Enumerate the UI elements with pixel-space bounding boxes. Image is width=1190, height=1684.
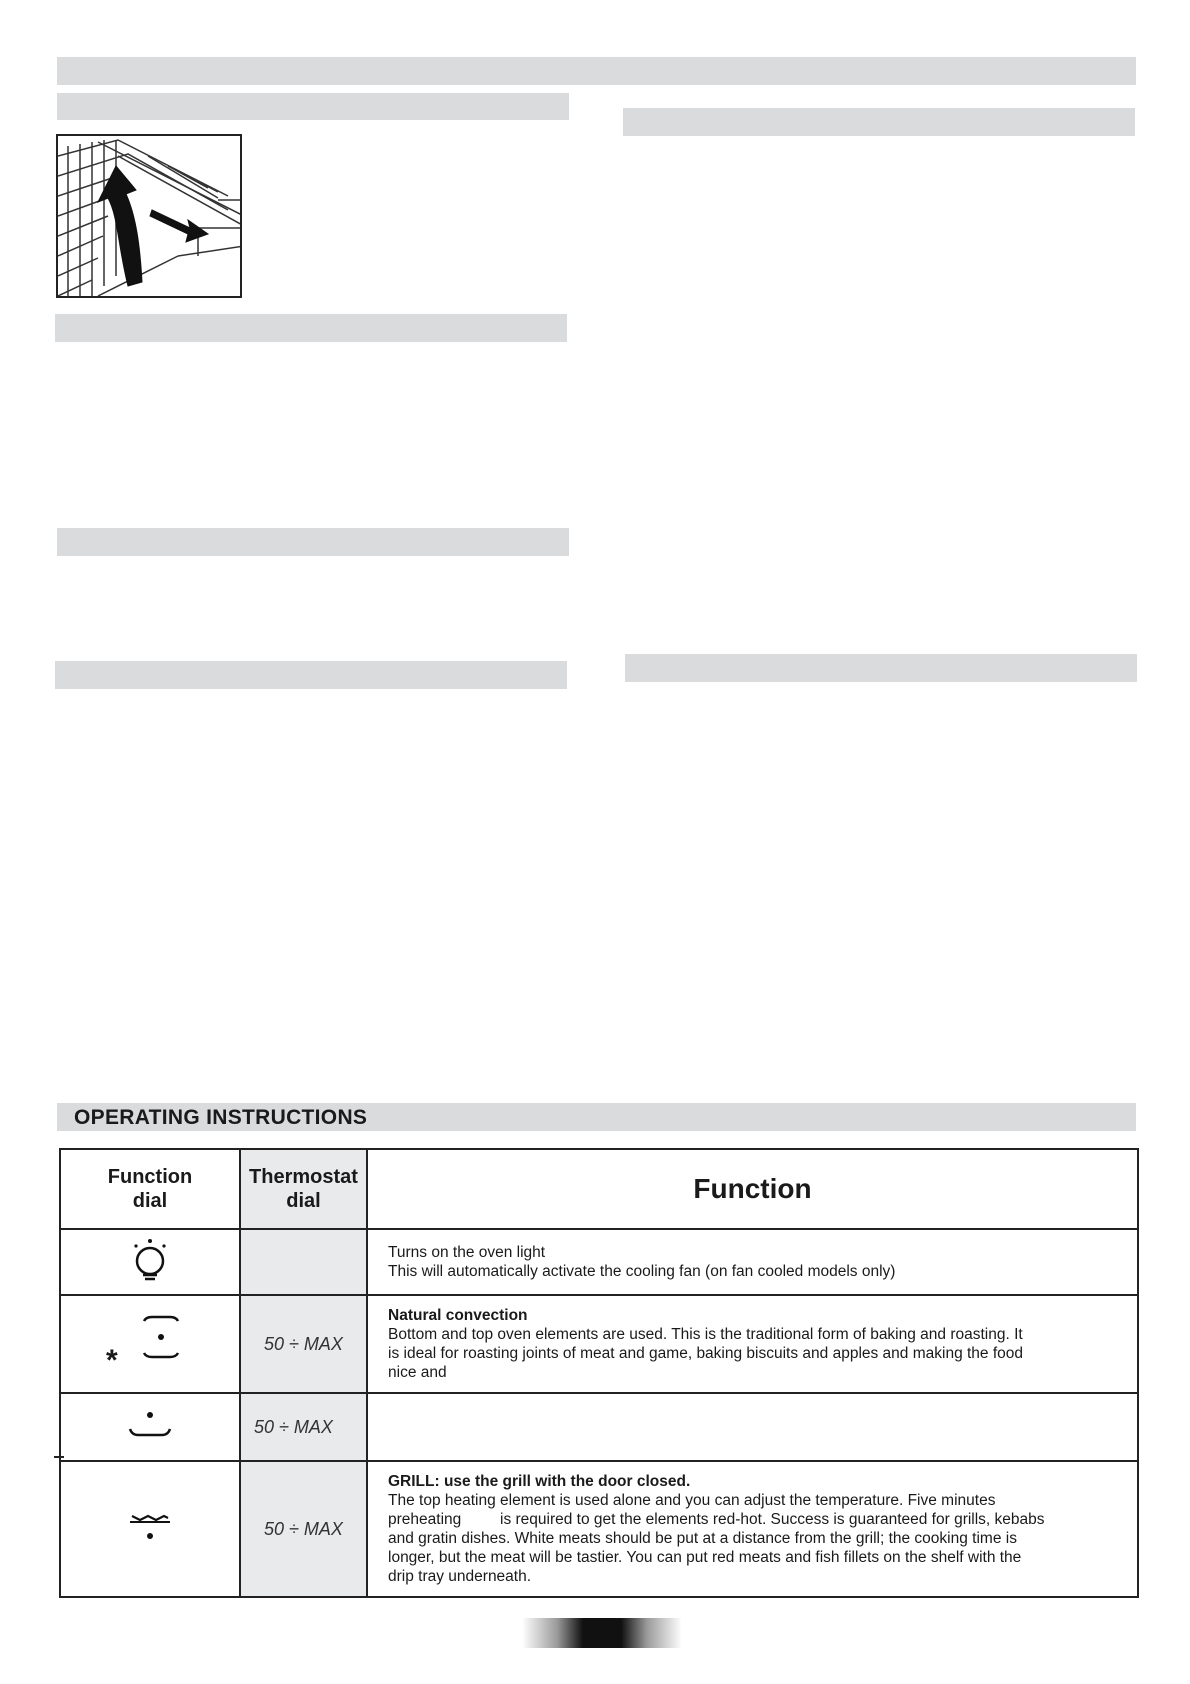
left-section-bar-4 <box>55 661 567 689</box>
description-line: drip tray underneath. <box>388 1568 532 1585</box>
header-function-dial <box>60 1149 240 1229</box>
right-section-bar-1 <box>623 108 1135 136</box>
description-line: longer, but the meat will be tastier. You can put red meats and fish fillets on the shelf with the <box>388 1549 1022 1566</box>
description-line: This will automatically activate the cooling fan (on fan cooled models only) <box>388 1263 896 1280</box>
oven-light-icon <box>130 1237 170 1283</box>
header-function-dial-line1: Function <box>107 1166 193 1188</box>
asterisk-marker: * <box>106 1344 118 1377</box>
function-description <box>367 1229 1138 1295</box>
description-title: GRILL: use the grill with the door closed. <box>388 1473 691 1490</box>
thermostat-cell: 50 ÷ MAX <box>240 1461 367 1597</box>
page-number-tab <box>522 1618 682 1648</box>
left-section-bar-3 <box>57 528 569 556</box>
description-line: and gratin dishes. White meats should be put at a distance from the grill; the cooking time is <box>388 1530 1017 1547</box>
table-header-row <box>60 1149 1138 1229</box>
operating-instructions-table <box>59 1148 1139 1598</box>
grill-icon <box>120 1502 180 1552</box>
thermostat-cell: 50 ÷ MAX <box>240 1295 367 1393</box>
header-thermostat-dial <box>240 1149 367 1229</box>
right-section-bar-2 <box>625 654 1137 682</box>
description-line: is ideal for roasting joints of meat and game, baking biscuits and apples and making the food <box>388 1345 1024 1362</box>
description-line: The top heating element is used alone and you can adjust the temperature. Five minutes <box>388 1492 996 1509</box>
header-function-dial-line2: dial <box>132 1190 168 1212</box>
left-section-bar-1 <box>57 93 569 120</box>
function-dial-cell <box>60 1393 240 1461</box>
header-thermostat-dial-line1: Thermostat <box>249 1166 358 1188</box>
top-header-bar <box>57 57 1136 85</box>
oven-rack-illustration <box>56 134 242 298</box>
thermostat-cell: 50 ÷ MAX <box>240 1393 367 1461</box>
function-dial-cell <box>60 1295 240 1393</box>
function-dial-cell <box>60 1229 240 1295</box>
left-section-bar-2 <box>55 314 567 342</box>
header-thermostat-dial-line2: dial <box>286 1190 321 1212</box>
description-line: Turns on the oven light <box>388 1244 546 1261</box>
function-description <box>367 1295 1138 1393</box>
operating-instructions-title: OPERATING INSTRUCTIONS <box>57 1103 1136 1131</box>
description-line: Bottom and top oven elements are used. This is the traditional form of baking and roasting. It <box>388 1326 1023 1343</box>
table-row <box>60 1461 1138 1597</box>
header-function: Function <box>367 1149 1138 1229</box>
function-description <box>367 1393 1138 1461</box>
row-separator-extension <box>54 1456 64 1458</box>
table-row <box>60 1295 1138 1393</box>
table-row <box>60 1393 1138 1461</box>
bottom-heat-icon <box>120 1405 180 1445</box>
description-line: nice and <box>388 1364 447 1381</box>
function-description <box>367 1461 1138 1597</box>
oven-rack-drawing <box>58 136 242 298</box>
table-row <box>60 1229 1138 1295</box>
function-dial-cell <box>60 1461 240 1597</box>
thermostat-cell <box>240 1229 367 1295</box>
description-line: preheating is required to get the elements red-hot. Success is guaranteed for grills, kebabs <box>388 1511 1045 1528</box>
description-title: Natural convection <box>388 1307 528 1324</box>
